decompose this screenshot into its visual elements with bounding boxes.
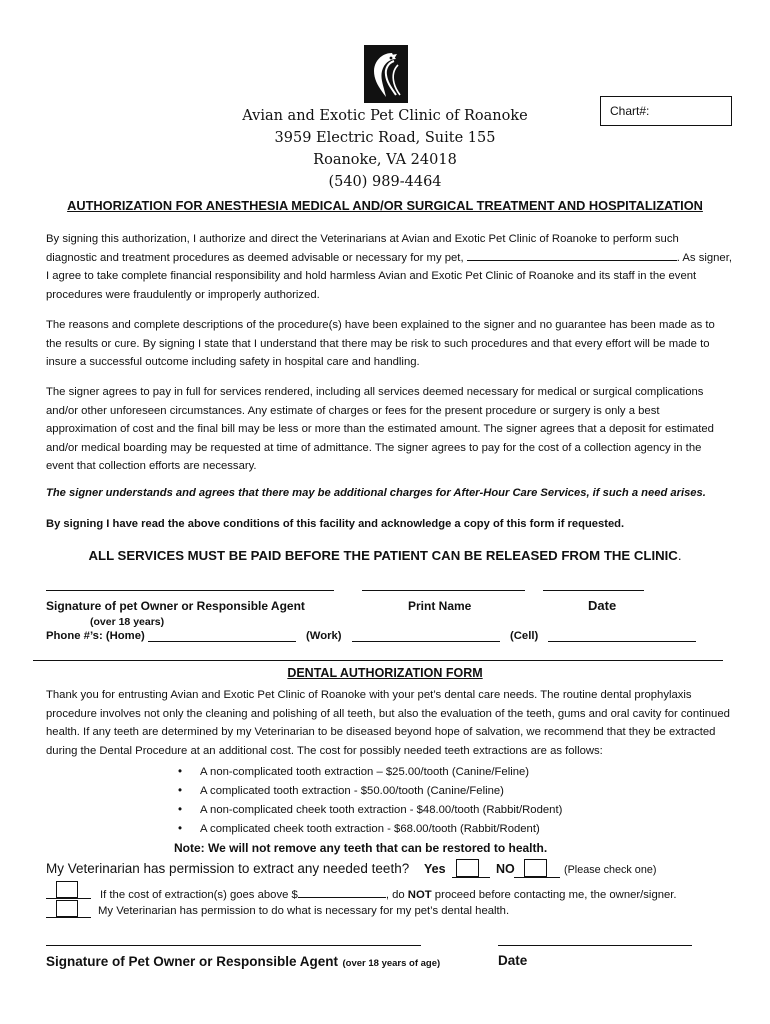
bullet-icon: • <box>178 823 183 835</box>
no-underline <box>514 877 560 878</box>
date-label: Date <box>588 598 617 613</box>
dental-signature-line[interactable] <box>46 945 421 946</box>
age-note: (over 18 years) <box>90 616 165 628</box>
section-divider <box>33 660 723 661</box>
acknowledge-note: By signing I have read the above conditions of this facility and acknowledge a copy of this form if requested. <box>46 518 625 530</box>
after-hours-note: The signer understands and agrees that there may be additional charges for After-Hour Care Services, if such a need arises. <box>46 487 706 499</box>
dental-signature-label: Signature of Pet Owner or Responsible Agent (over 18 years of age) <box>46 954 441 969</box>
date-line[interactable] <box>543 590 644 591</box>
price-item: A non-complicated tooth extraction – $25.00/tooth (Canine/Feline) <box>200 766 530 778</box>
check-one-hint: (Please check one) <box>564 864 657 876</box>
work-phone-label: (Work) <box>306 630 342 642</box>
price-item: A complicated tooth extraction - $50.00/tooth (Canine/Feline) <box>200 785 504 797</box>
cost-limit-option: If the cost of extraction(s) goes above $ , do NOT proceed before contacting me, the owner/signer. <box>100 886 677 901</box>
dental-intro-paragraph: Thank you for entrusting Avian and Exotic Pet Clinic of Roanoke with your pet’s dental care needs. The routine dental prophylaxis procedure involves not only the cleaning and polishing of all teeth, but also the evaluation of the teeth, gums and oral cavity for continued health. If any teeth are determined by my Veterinarian to be diseased beyond hope of salvation, we recommend that they be extracted during the Dental Procedure at an additional cost. The cost for possibly needed teeth extractions are as follows: <box>46 689 730 757</box>
chart-number-label: Chart#: <box>610 104 650 118</box>
print-name-label: Print Name <box>408 599 472 613</box>
restoration-note: Note: We will not remove any teeth that can be restored to health. <box>174 841 548 855</box>
bullet-icon: • <box>178 804 183 816</box>
cost-limit-field[interactable] <box>298 886 386 898</box>
full-permission-option: My Veterinarian has permission to do what is necessary for my pet’s dental health. <box>98 905 510 917</box>
home-phone-label: Phone #’s: (Home) <box>46 630 145 642</box>
dental-date-line[interactable] <box>498 945 692 946</box>
clinic-address-line1: 3959 Electric Road, Suite 155 <box>274 130 496 146</box>
procedure-paragraph: The reasons and complete descriptions of the procedure(s) have been explained to the signer and no guarantee has been made as to the results or cure. By signing I state that I understand that there may be risk to such procedures and that every effort will be made to insure a successful outcome including safety in hospital care and handling. <box>46 319 715 368</box>
authorization-paragraph: By signing this authorization, I authorize and direct the Veterinarians at Avian and Exotic Pet Clinic of Roanoke to perform such diagnostic and treatment procedures as deemed advisable or necessary for my pet, . As signer, I agree to take complete financial responsibility and hold harmless Avian and Exotic Pet Clinic of Roanoke and its staff in the event procedures were fraudulently or improperly authorized. <box>46 233 732 301</box>
bullet-icon: • <box>178 766 183 778</box>
dental-title: DENTAL AUTHORIZATION FORM <box>287 666 483 680</box>
cell-phone-line[interactable] <box>548 641 696 642</box>
cost-limit-underline <box>46 898 91 899</box>
yes-checkbox[interactable] <box>456 859 479 877</box>
payment-notice: ALL SERVICES MUST BE PAID BEFORE THE PATIENT CAN BE RELEASED FROM THE CLINIC. <box>88 548 682 563</box>
chart-number-field[interactable] <box>600 96 732 126</box>
owner-signature-label: Signature of pet Owner or Responsible Agent <box>46 599 305 613</box>
no-label: NO <box>496 862 515 876</box>
full-permission-checkbox[interactable] <box>56 900 78 917</box>
yes-underline <box>452 877 490 878</box>
price-item: A non-complicated cheek tooth extraction - $48.00/tooth (Rabbit/Rodent) <box>200 804 563 816</box>
clinic-phone: (540) 989-4464 <box>328 174 442 190</box>
print-name-line[interactable] <box>362 590 525 591</box>
home-phone-line[interactable] <box>148 641 296 642</box>
pet-name-field[interactable] <box>467 249 677 261</box>
extraction-permission-question: My Veterinarian has permission to extract any needed teeth? <box>46 861 410 876</box>
payment-paragraph: The signer agrees to pay in full for services rendered, including all services deemed necessary for medical or surgical complications and/or other unforeseen circumstances. Any estimate of charges or fees for the present procedure or surgery is only a best approximation of cost and the final bill may be less or more than the estimated amount. The signer agrees that a deposit for estimated and/or medical boarding may be requested at time of admittance. The signer agrees to pay for the cost of a collection agency in the event that collection efforts are necessary. <box>46 386 714 472</box>
price-item: A complicated cheek tooth extraction - $68.00/tooth (Rabbit/Rodent) <box>200 823 540 835</box>
cost-limit-checkbox[interactable] <box>56 881 78 898</box>
no-checkbox[interactable] <box>524 859 547 877</box>
dental-date-label: Date <box>498 953 528 968</box>
clinic-name: Avian and Exotic Pet Clinic of Roanoke <box>242 108 528 124</box>
clinic-logo <box>364 45 408 103</box>
yes-label: Yes <box>424 862 446 876</box>
clinic-address-line2: Roanoke, VA 24018 <box>313 152 457 168</box>
bullet-icon: • <box>178 785 183 797</box>
page-title: AUTHORIZATION FOR ANESTHESIA MEDICAL AND/OR SURGICAL TREATMENT AND HOSPITALIZATION <box>67 198 703 213</box>
cell-phone-label: (Cell) <box>510 630 539 642</box>
owner-signature-line[interactable] <box>46 590 334 591</box>
full-permission-underline <box>46 917 91 918</box>
work-phone-line[interactable] <box>352 641 500 642</box>
